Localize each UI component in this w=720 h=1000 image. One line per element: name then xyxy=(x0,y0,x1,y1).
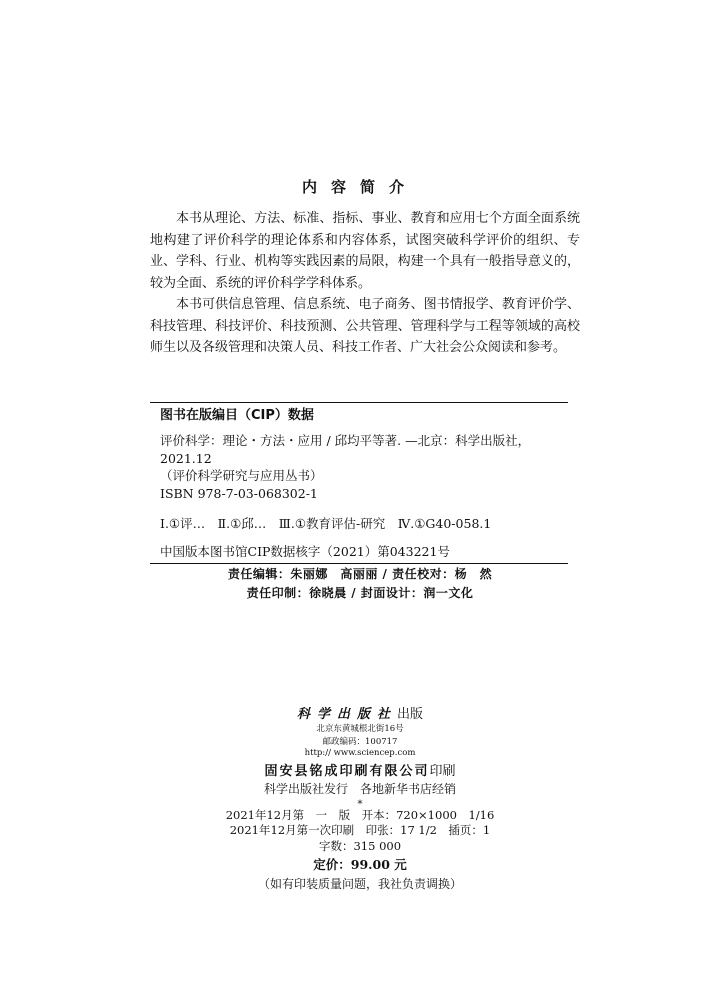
quality-notice: （如有印装质量问题，我社负责调换） xyxy=(257,877,462,891)
distribution-line: 科学出版社发行 各地新华书店经销 xyxy=(263,782,456,796)
cip-isbn-line: ISBN 978-7-03-068302-1 xyxy=(160,485,318,501)
cip-bottom-rule xyxy=(150,563,568,564)
publisher-suffix: 出版 xyxy=(397,707,424,722)
editor-credits: 责任编辑：朱丽娜 高丽丽 / 责任校对：杨 然 xyxy=(227,567,493,581)
cip-title-line: 评价科学：理论・方法・应用 / 邱均平等著. —北京：科学出版社， xyxy=(160,433,531,448)
printer-logo: 固安县铭成印刷有限公司 xyxy=(264,764,430,779)
cip-top-rule xyxy=(150,402,568,403)
cip-heading: 图书在版编目（CIP）数据 xyxy=(160,408,314,423)
publisher-logo: 科学出版社 xyxy=(296,707,397,722)
publisher-postcode: 邮政编码：100717 xyxy=(322,737,398,747)
publisher-line xyxy=(0,703,720,722)
separator-star: * xyxy=(357,799,363,810)
cip-date-line: 2021.12 xyxy=(160,450,212,466)
cip-classification: Ⅰ.①评… Ⅱ.①邱… Ⅲ.①教育评估-研究 Ⅳ.①G40-058.1 xyxy=(160,516,492,531)
summary-text xyxy=(150,208,580,359)
summary-title: 内容简介 xyxy=(301,178,418,196)
summary-paragraph-1: 本书从理论、方法、标准、指标、事业、教育和应用七个方面全面系统地构建了评价科学的理论体系和内容体系，试图突破科学评价的组织、专业、学科、行业、机构等实践因素的局限，构建一个具有一般指导意义的，较为全面、系统的评价科学学科体系。 xyxy=(150,211,580,291)
word-count: 字数：315 000 xyxy=(318,839,402,853)
edition-line: 2021年12月第 一 版 开本：720×1000 1/16 xyxy=(225,808,495,822)
printer-suffix: 印刷 xyxy=(429,764,456,779)
cip-number: 中国版本图书馆CIP数据核字（2021）第043221号 xyxy=(160,544,450,559)
production-credits: 责任印制：徐晓晨 / 封面设计：润一文化 xyxy=(246,586,474,600)
summary-paragraph-2: 本书可供信息管理、信息系统、电子商务、图书情报学、教育评价学、科技管理、科技评价、科技预测、公共管理、管理科学与工程等领域的高校师生以及各级管理和决策人员、科技工作者、广大社会公众阅读和参考。 xyxy=(150,297,580,355)
cip-series-line: （评价科学研究与应用丛书） xyxy=(160,468,323,483)
printer-line xyxy=(0,760,720,779)
publisher-website: http:// www.sciencep.com xyxy=(304,748,416,758)
price: 定价：99.00 元 xyxy=(313,857,407,872)
publisher-address: 北京东黄城根北街16号 xyxy=(316,724,404,734)
cip-record xyxy=(160,432,570,502)
printing-line: 2021年12月第一次印刷 印张：17 1/2 插页：1 xyxy=(229,823,491,837)
